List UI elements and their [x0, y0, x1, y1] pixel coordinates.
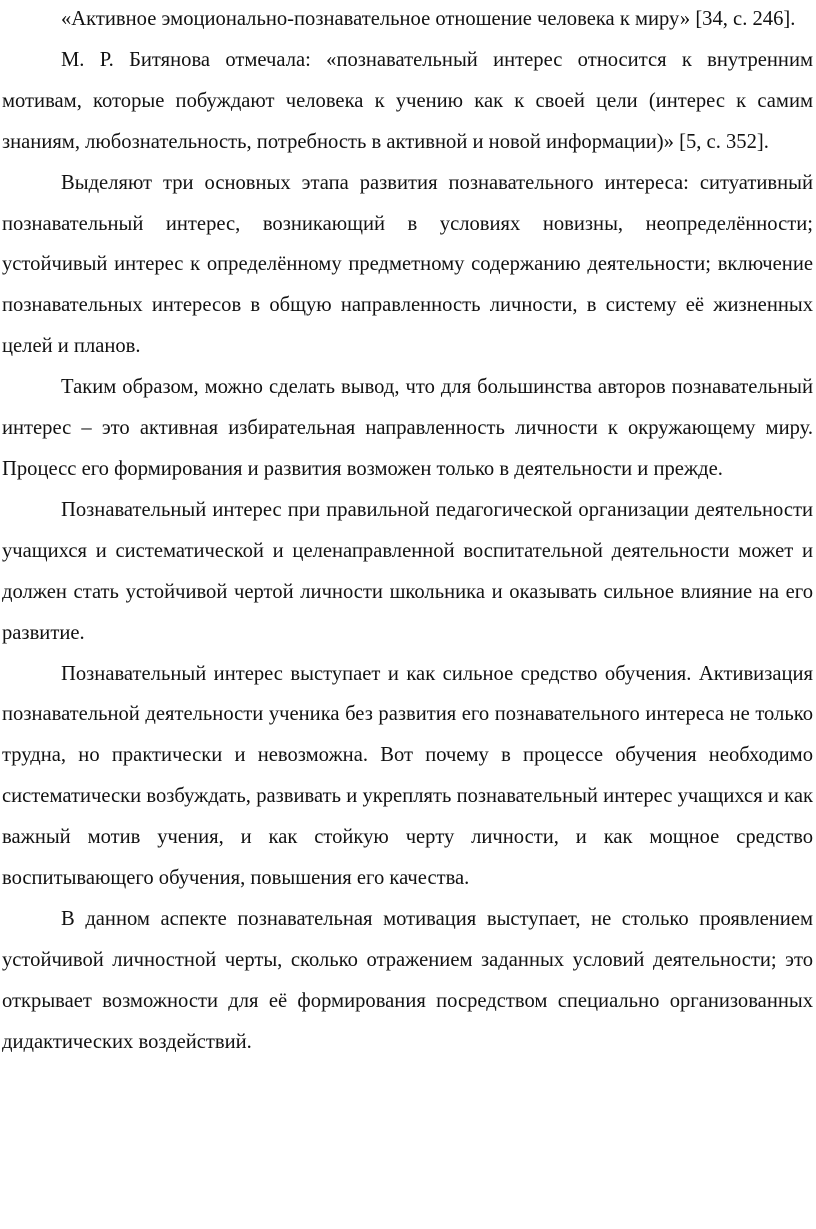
- paragraph-pedagogical-organization: Познавательный интерес при правильной педагогической организации деятельности учащихся и систематической и целенаправленной воспитательной деятельности может и должен стать устойчивой чертой личности школьника и оказывать сильное влияние на его развитие.: [2, 498, 813, 644]
- paragraph-quote-attitude: «Активное эмоционально-познавательное отношение человека к миру» [34, с. 246].: [61, 8, 796, 30]
- paragraph-means-of-learning: Познавательный интерес выступает и как сильное средство обучения. Активизация познавательной деятельности ученика без развития его познавательного интереса не только трудна, но практически и невозможна. Вот почему в процессе обучения необходимо систематически возбуждать, развивать и укреплять познавательный интерес учащихся и как важный мотив учения, и как стойкую черту личности, и как мощное средство воспитывающего обучения, повышения его качества.: [2, 662, 813, 890]
- paragraph-conclusion: Таким образом, можно сделать вывод, что для большинства авторов познавательный интерес – это активная избирательная направленность личности к окружающему миру. Процесс его формирования и развития возможен только в деятельности и прежде.: [2, 376, 813, 480]
- paragraph-stages: Выделяют три основных этапа развития познавательного интереса: ситуативный познавательный интерес, возникающий в условиях новизны, неопределённости; устойчивый интерес к определённому предметному содержанию деятельности; включение познавательных интересов в общую направленность личности, в систему её жизненных целей и планов.: [2, 171, 813, 358]
- paragraph-motivation-aspect: В данном аспекте познавательная мотивация выступает, не столько проявлением устойчивой личностной черты, сколько отражением заданных условий деятельности; это открывает возможности для её формирования посредством специально организованных дидактических воздействий.: [2, 907, 813, 1053]
- paragraph-bityanova: М. Р. Битянова отмечала: «познавательный интерес относится к внутренним мотивам, которые побуждают человека к учению как к своей цели (интерес к самим знаниям, любознательность, потребность в активной и новой информации)» [5, с. 352].: [2, 48, 813, 153]
